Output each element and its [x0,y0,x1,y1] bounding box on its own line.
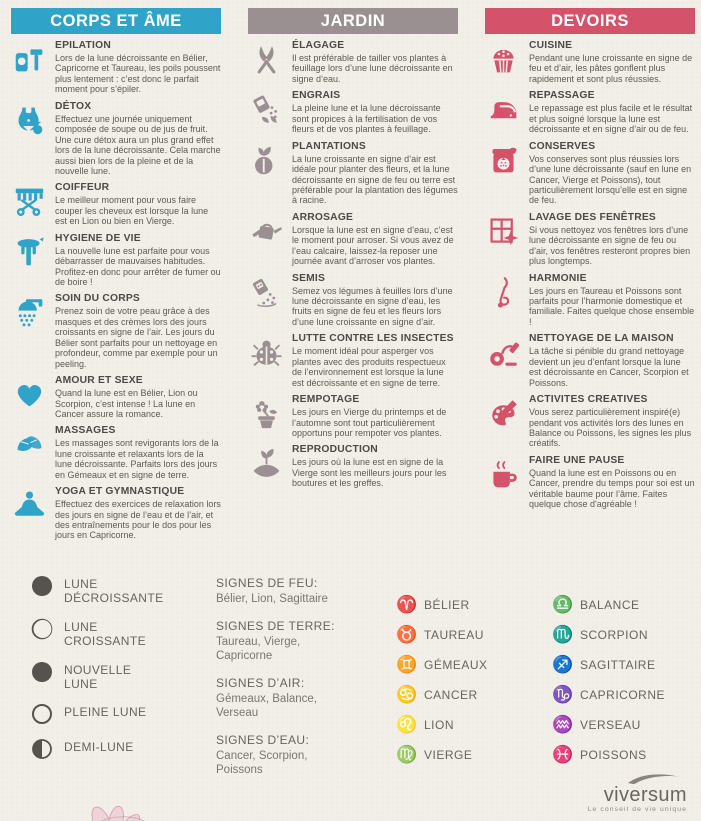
activity-text: Les jours en Vierge du printemps et de l’automne sont tout particulièrement opportuns pour rempoter vos plantes. [292,407,447,438]
activity-text: Le meilleur moment pour vous faire couper les cheveux est lorsque la lune est en Lion ou bien en Vierge. [55,195,209,227]
moon-phase-row [30,574,190,606]
lion-glyph-icon: ♌ [396,715,418,734]
capricorne-glyph-icon: ♑ [552,685,574,704]
moon-phase-label: LUNE CROISSANTE [64,619,147,649]
activity-body [55,101,221,177]
activity-item [485,212,695,267]
moon-phase-label: NOUVELLE LUNE [64,662,132,691]
activity-item [11,486,221,541]
cancer-glyph-icon: ♋ [396,685,418,704]
waning-moon-icon [30,574,54,598]
yoga-icon [11,486,55,541]
iron-icon [485,90,529,134]
activity-body [529,90,695,134]
activity-item [485,90,695,134]
sign-group-signs: Bélier, Lion, Sagittaire [216,593,328,605]
column-items [248,40,458,489]
balance-glyph-icon: ♎ [552,595,574,614]
zodiac-label: CANCER [424,688,478,702]
activity-item [11,293,221,369]
sagittaire-glyph-icon: ♐ [552,655,574,674]
activity-body [529,333,695,388]
half-moon-icon [30,737,54,761]
column-header: JARDIN [248,8,458,34]
activity-title: MASSAGES [55,425,116,437]
activity-text: Lorsque la lune est en signe d’eau, c’est le moment pour arroser. Si vous avez de l’eau calcaire, laissez-la reposer une journée avant d’arroser vos plantes. [292,224,454,267]
heart-icon [11,375,55,419]
activity-body [292,141,458,206]
potted-flower-icon [248,394,292,438]
fertilizer-icon [248,90,292,134]
activity-body [55,375,221,419]
coffee-mug-icon [485,455,529,510]
zodiac-label: POISSONS [580,748,647,762]
activity-body [529,40,695,84]
moon-phase-legend [30,574,190,772]
zodiac-legend-left [396,596,546,776]
activity-body [292,212,458,267]
activity-item [11,425,221,480]
activity-item [11,375,221,419]
legend [0,568,701,798]
activity-body [55,486,221,541]
activity-body [292,444,458,488]
column-items [485,40,695,510]
detox-belly-icon [11,101,55,177]
planting-bulb-icon [248,141,292,206]
activity-item [485,141,695,206]
zodiac-legend-right [552,596,700,776]
activity-item [485,273,695,328]
activity-title: FAIRE UNE PAUSE [529,454,625,466]
activity-title: NETTOYAGE DE LA MAISON [529,333,674,345]
column-3 [485,8,695,541]
moon-phase-label: LUNE DÉCROISSANTE [64,577,164,606]
zodiac-row [396,746,546,764]
column-2 [248,8,458,541]
activity-item [248,444,458,488]
verseau-glyph-icon: ♒ [552,715,574,734]
activity-item [485,333,695,388]
activity-title: ARROSAGE [292,211,354,223]
activity-item [485,394,695,449]
activity-body [55,293,221,369]
activity-text: Le moment idéal pour asperger vos plantes avec des produits respectueux de l’environnement est lorsque la lune est décroissante et en signe de terre. [292,346,446,388]
activity-body [55,182,221,226]
activity-body [292,394,458,438]
column-1 [11,8,221,541]
ladybug-icon [248,333,292,388]
sign-groups-legend [216,576,348,790]
activity-body [55,40,221,95]
sign-group-title: SIGNES DE TERRE: [216,619,335,634]
activity-body [529,394,695,449]
activity-item [11,101,221,177]
paint-palette-icon [485,394,529,449]
activity-text: Les massages sont revigorants lors de la lune croissante et relaxants lors de la lune décroissante. Parfaits lors des jours en Gémeaux et en signe de terre. [55,438,219,480]
zodiac-label: LION [424,718,455,732]
activity-text: Vous serez particulièrement inspiré(e) pendant vos activités lors des lunes en Balance ou Poissons, les signes les plus créatifs. [529,407,692,449]
column-header: CORPS ET ÂME [11,8,221,34]
zodiac-label: BÉLIER [424,598,470,612]
shower-icon [11,293,55,369]
zodiac-label: BALANCE [580,598,640,612]
activity-title: COIFFEUR [55,182,110,194]
waxing-moon-icon [30,617,54,641]
activity-item [248,394,458,438]
zodiac-label: CAPRICORNE [580,688,666,702]
activity-title: CONSERVES [529,140,596,152]
watering-can-icon [248,212,292,267]
seedling-hand-icon [248,444,292,488]
zodiac-row [552,596,700,614]
column-items [11,40,221,541]
activity-title: YOGA ET GYMNASTIQUE [55,486,185,498]
zodiac-row [552,626,700,644]
activity-body [292,333,458,388]
activity-text: Quand la lune est en Poissons ou en Cancer, prendre du temps pour soi est un véritable baume pour l’âme. Faites quelque chose d'agréable ! [529,467,695,510]
activity-title: DÉTOX [55,100,92,112]
seed-bag-icon [248,273,292,328]
zodiac-row [552,686,700,704]
activity-item [248,90,458,134]
activity-item [248,333,458,388]
sign-group-signs: Taureau, Vierge, Capricorne [216,636,301,663]
pruning-shears-icon [248,40,292,84]
moon-phase-row [30,617,190,649]
activity-title: ENGRAIS [292,90,341,102]
brand-name: viversum [603,784,687,806]
brand-tagline: Le conseil de vie unique [587,806,687,813]
activity-title: LUTTE CONTRE LES INSECTES [292,333,454,345]
activity-title: HYGIENE DE VIE [55,232,141,244]
moon-phase-label: DEMI-LUNE [64,740,134,755]
activity-text: Effectuez une journée uniquement composée de soupe ou de jus de fruit. Une cure détox aura un plus grand effet lors de la lune décroissante. Cela marche aussi bien lors de la pleine et de la nouvelle lune. [55,113,221,176]
activity-text: La lune croissante en signe d’air est idéale pour planter des fleurs, et la lune décroissante en signe de feu ou terre est préférable pour la plantation des légumes à racine. [292,153,458,206]
activity-item [248,40,458,84]
zodiac-row [396,626,546,644]
activity-body [292,90,458,134]
zodiac-label: SAGITTAIRE [580,658,656,672]
activity-text: Quand la lune est en Bélier, Lion ou Scorpion, c’est intense ! La lune en Cancer assure la romance. [55,388,198,419]
column-header: DEVOIRS [485,8,695,34]
activity-title: AMOUR ET SEXE [55,375,143,387]
activity-text: Si vous nettoyez vos fenêtres lors d’une lune décroissante en signe de feu ou d’air, vos fenêtres resteront propres bien plus longtemps. [529,224,691,267]
activity-text: Les jours en Taureau et Poissons sont parfaits pour l’harmonie domestique et familiale. Faites quelque chose ensemble ! [529,285,695,327]
activity-body [529,273,695,328]
new-moon-icon [30,660,54,684]
activity-item [485,455,695,510]
zodiac-row [396,686,546,704]
zodiac-row [396,716,546,734]
activity-title: LAVAGE DES FENÊTRES [529,211,656,223]
zodiac-label: VIERGE [424,748,473,762]
activity-title: HARMONIE [529,272,587,284]
fork-icon [11,233,55,288]
comb-scissors-icon [11,182,55,226]
zodiac-row [552,656,700,674]
activity-item [248,141,458,206]
activity-item [248,212,458,267]
activity-title: SEMIS [292,272,326,284]
treble-clef-icon [485,273,529,328]
activity-text: Les jours où la lune est en signe de la Vierge sont les meilleurs jours pour les boutures et les greffes. [292,457,447,489]
zodiac-label: SCORPION [580,628,649,642]
activity-item [485,40,695,84]
massage-hands-icon [11,425,55,480]
sign-group-title: SIGNES D’EAU: [216,733,310,748]
activity-title: SOIN DU CORPS [55,293,140,305]
sign-group-title: SIGNES DE FEU: [216,576,318,590]
moon-phase-label: PLEINE LUNE [64,705,147,720]
activity-item [11,233,221,288]
activity-body [292,40,458,84]
zodiac-label: VERSEAU [580,718,641,732]
zodiac-row [552,716,700,734]
muffin-icon [485,40,529,84]
activity-title: EPILATION [55,40,111,51]
moon-phase-row [30,660,190,692]
activity-text: Le repassage est plus facile et le résultat et plus soigné lorsque la lune est décroissante et en signe d’air ou de feu. [529,103,693,135]
zodiac-label: TAUREAU [424,628,484,642]
activity-body [292,273,458,328]
gémeaux-glyph-icon: ♊ [396,655,418,674]
moon-phase-row [30,737,190,761]
vacuum-icon [485,333,529,388]
vierge-glyph-icon: ♍ [396,745,418,764]
zodiac-label: GÉMEAUX [424,658,488,672]
activity-text: Vos conserves sont plus réussies lors d’une lune décroissante (sauf en lune en Cancer, Vierge et Poissons), tout particulièrement lorsqu’elle est en signe de feu. [529,153,692,206]
activity-title: REMPOTAGE [292,394,360,406]
activity-title: PLANTATIONS [292,140,366,152]
scorpion-glyph-icon: ♏ [552,625,574,644]
sign-group-signs: Cancer, Scorpion, Poissons [216,750,308,777]
epilator-icon [11,40,55,95]
taureau-glyph-icon: ♉ [396,625,418,644]
activity-text: Il est préférable de tailler vos plantes à feuillage lors d’une lune décroissante en signe d’eau. [292,53,453,84]
activity-title: ACTIVITES CREATIVES [529,394,648,406]
activity-text: La tâche si pénible du grand nettoyage devient un jeu d’enfant lorsque la lune est décroissante en Cancer, Scorpion et Poissons. [529,346,689,388]
activity-text: La nouvelle lune est parfaite pour vous débarrasser de mauvaises habitudes. Profitez-en donc pour arrêter de fumer ou de boire ! [55,245,221,287]
activity-item [248,273,458,328]
activity-body [529,212,695,267]
activity-body [529,141,695,206]
full-moon-icon [30,702,54,726]
zodiac-row [396,656,546,674]
zodiac-row [396,596,546,614]
activity-text: Prenez soin de votre peau grâce à des masques et des crèmes lors des jours croissants en signe de l’air. Les jours du Bélier sont parfaits pour un nettoyage en profondeur, comme par exemple pour un peeling. [55,306,218,369]
activity-body [55,425,221,480]
sign-group [216,576,348,606]
activity-text: Effectuez des exercices de relaxation lors des jours en signe de l’eau et de l’air, et des entraînements pour le dos pour les jours en Capricorne. [55,499,221,541]
activity-title: REPRODUCTION [292,444,378,456]
preserves-jar-icon [485,141,529,206]
bélier-glyph-icon: ♈ [396,595,418,614]
activity-text: Semez vos légumes à feuilles lors d’une lune décroissante en signe d’eau, les fruits en signe de feu et les fleurs lors d’une lune croissante en signe d’air. [292,285,453,327]
activity-body [529,455,695,510]
activity-body [55,233,221,288]
poissons-glyph-icon: ♓ [552,745,574,764]
activity-item [11,182,221,226]
viversum-logo [588,772,687,813]
flower-sketch-icon [78,789,154,821]
window-icon [485,212,529,267]
activity-title: REPASSAGE [529,90,595,102]
activity-text: Pendant une lune croissante en signe de feu et d’air, les pâtes gonflent plus rapidement et sont plus réussies. [529,53,693,84]
activity-text: Lors de la lune décroissante en Bélier, Capricorne et Taureau, les poils poussent plus lentement : c’est donc le parfait moment pour s’épiler. [55,53,221,95]
activity-item [11,40,221,95]
activity-title: ÉLAGAGE [292,40,345,51]
activity-title: CUISINE [529,40,573,51]
sign-group [216,619,348,663]
sign-group-signs: Gémeaux, Balance, Verseau [216,693,318,720]
sign-group [216,733,348,777]
sign-group-title: SIGNES D’AIR: [216,676,305,691]
sign-group [216,676,348,720]
activity-text: La pleine lune et la lune décroissante sont propices à la fertilisation de vos fleurs et de vos plantes à feuillage. [292,103,441,135]
zodiac-row [552,746,700,764]
moon-phase-row [30,702,190,726]
